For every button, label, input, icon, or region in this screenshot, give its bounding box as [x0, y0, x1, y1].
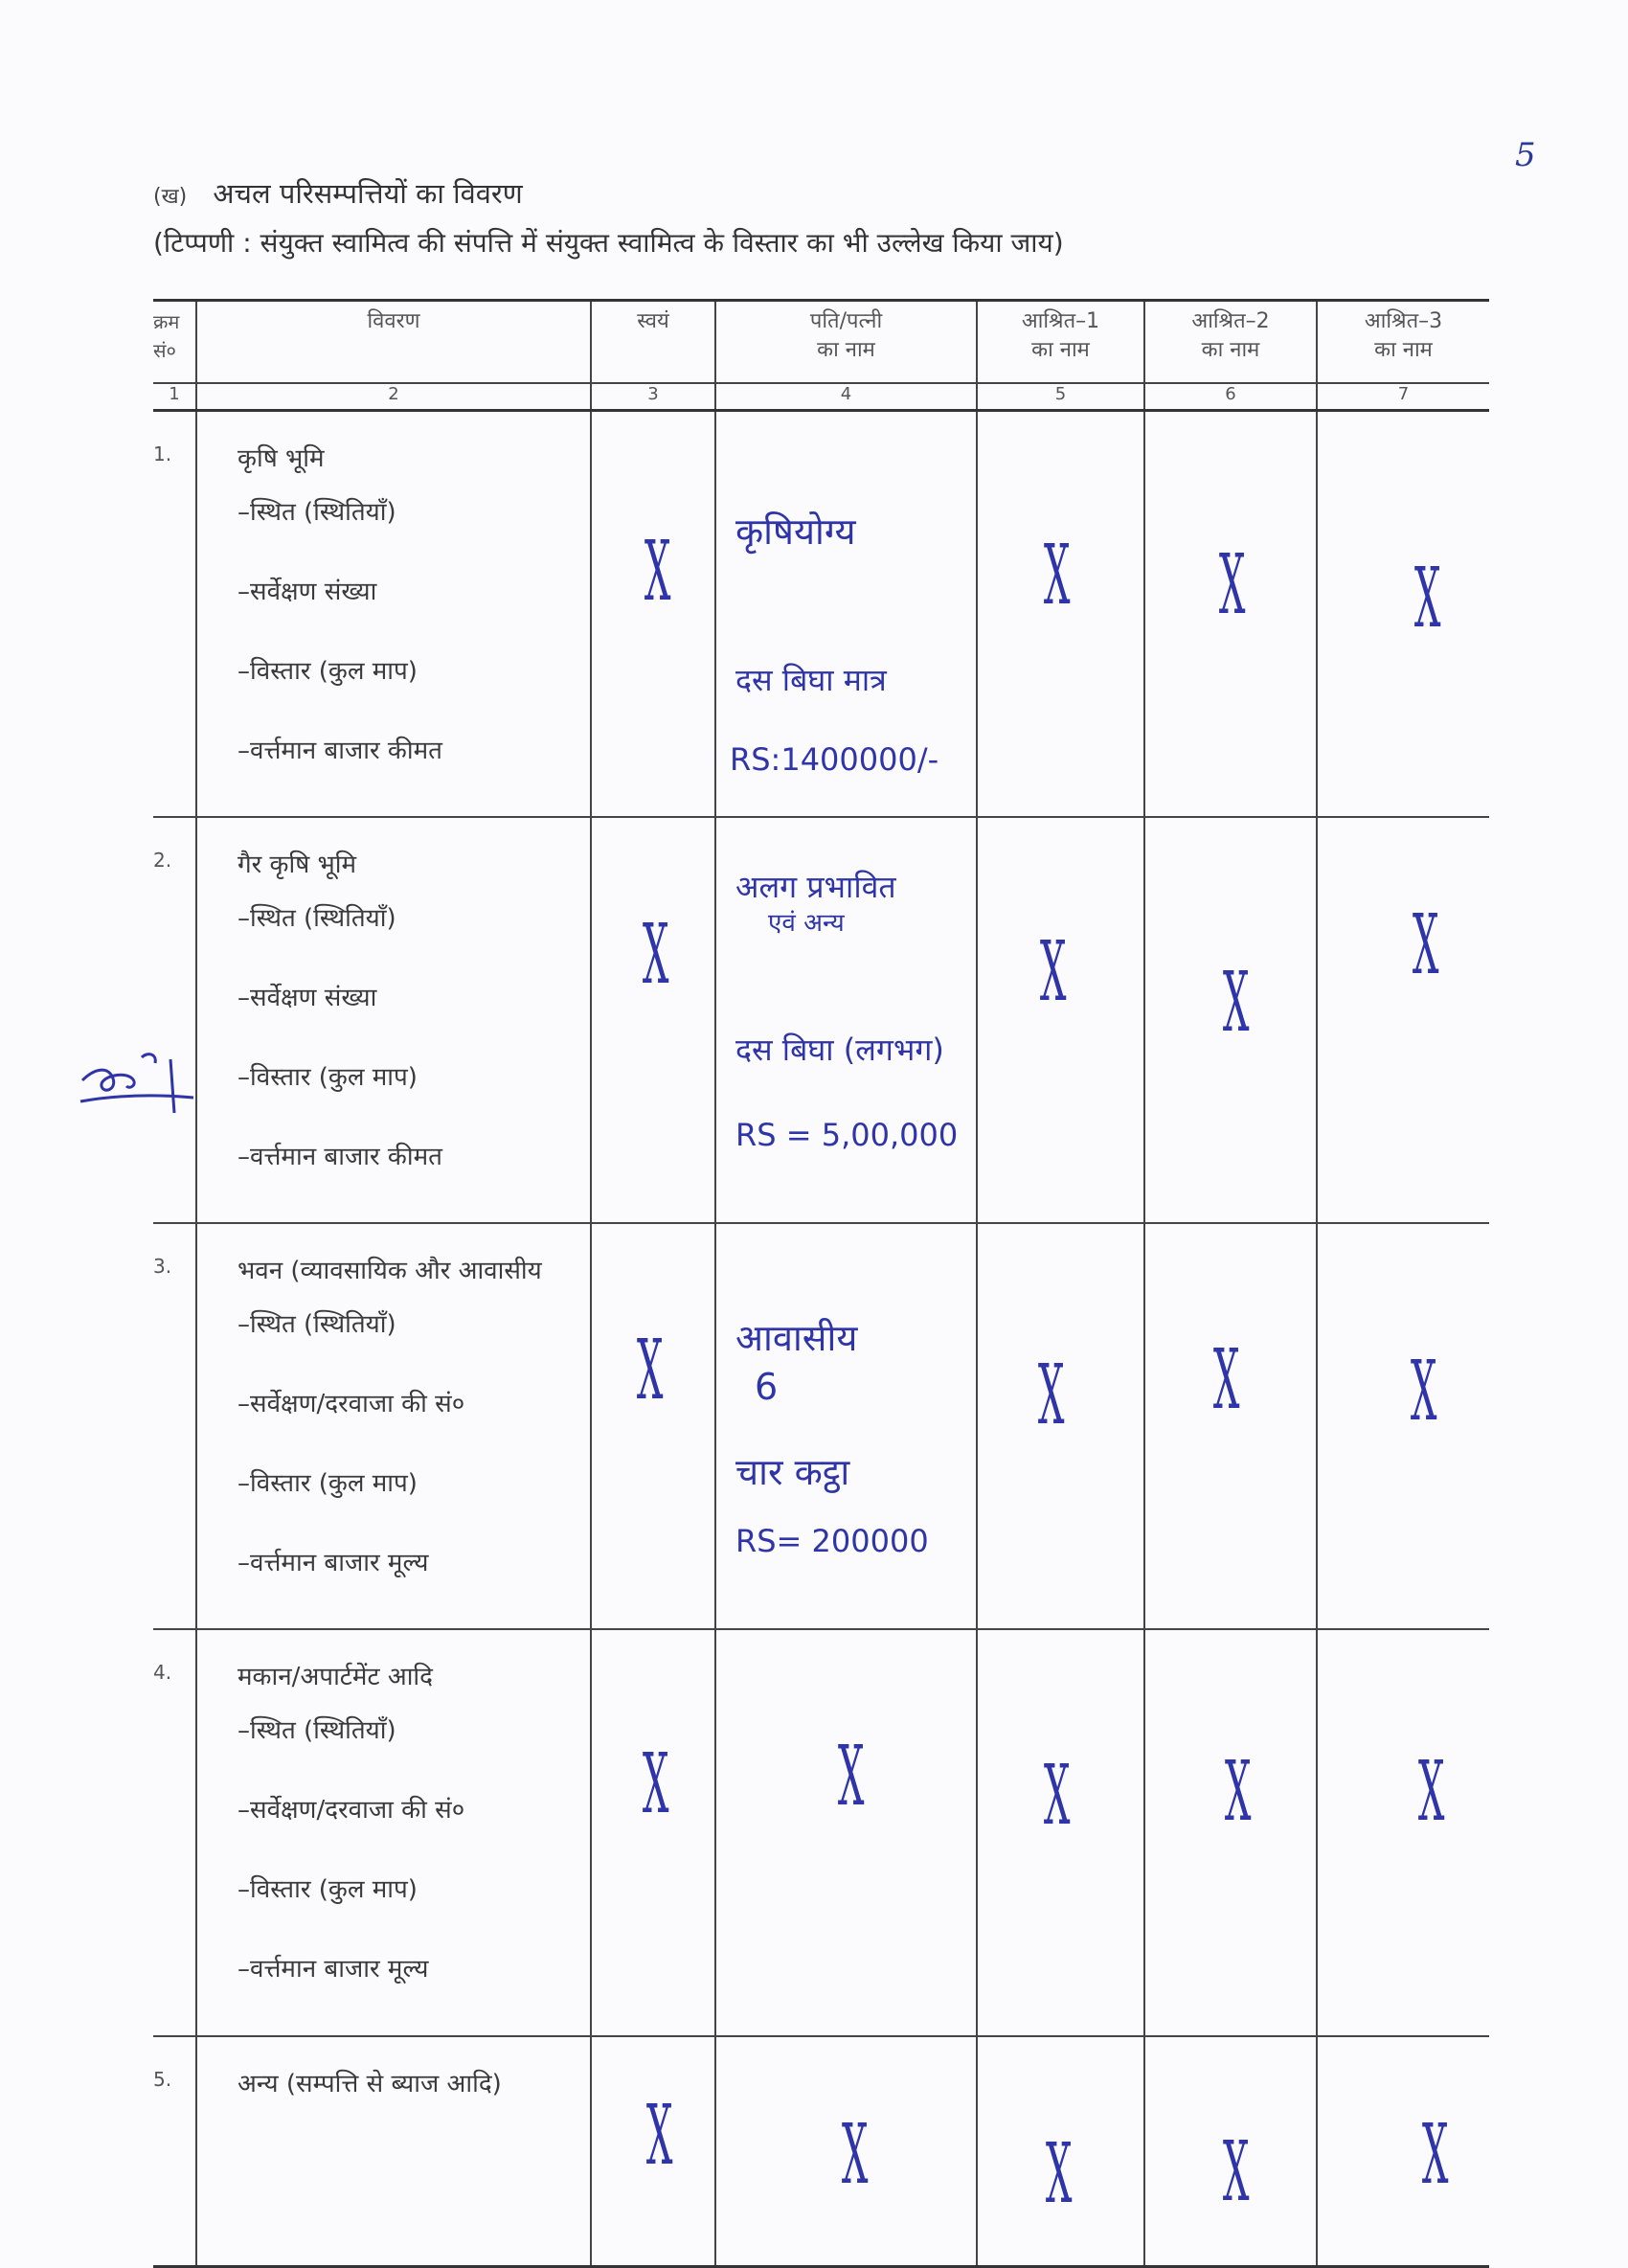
header-spouse-line2: का नाम [817, 338, 875, 362]
cross-mark: X [1412, 897, 1439, 993]
dependent-1-cell [977, 817, 1144, 1223]
cross-mark: X [642, 1736, 669, 1832]
section-marker: (ख) [153, 185, 188, 209]
cross-mark: X [1417, 1744, 1445, 1840]
cross-mark: X [1039, 924, 1067, 1020]
cross-mark: X [644, 524, 671, 620]
dependent-1-cell [977, 1223, 1144, 1629]
row-field: –सर्वेक्षण संख्या [237, 578, 377, 606]
row-description [196, 1629, 591, 2036]
row-sn: 4. [153, 1629, 196, 2036]
dependent-2-cell [1144, 411, 1317, 818]
table-row [153, 411, 1489, 818]
dependent-2-cell [1144, 1629, 1317, 2036]
header-dep3-line2: का नाम [1374, 338, 1433, 362]
row-field: –वर्त्तमान बाजार कीमत [237, 737, 442, 765]
column-number-row [153, 383, 1489, 411]
spouse-cell [715, 817, 977, 1223]
header-spouse-line1: पति/पत्नी [809, 309, 883, 333]
dependent-2-cell [1144, 2036, 1317, 2266]
row-field: –वर्त्तमान बाजार कीमत [237, 1143, 442, 1171]
cross-mark: X [1222, 2124, 1250, 2220]
dependent-2-cell [1144, 817, 1317, 1223]
header-dep1-line2: का नाम [1031, 338, 1090, 362]
dependent-3-cell [1317, 1223, 1489, 1629]
cross-mark: X [1421, 2107, 1449, 2203]
cross-mark: X [1218, 537, 1246, 633]
row-sn: 2. [153, 817, 196, 1223]
cross-mark: X [1037, 1348, 1065, 1443]
table-row [153, 1629, 1489, 2036]
self-cell [591, 1629, 715, 2036]
cross-mark: X [1045, 2126, 1073, 2222]
row-description [196, 817, 591, 1223]
spouse-cell [715, 2036, 977, 2266]
cross-mark: X [1413, 551, 1441, 646]
row-description [196, 1223, 591, 1629]
col-number: 7 [1317, 383, 1489, 411]
handwritten-value: दस बिघा (लगभग) [735, 1032, 944, 1068]
header-sn: क्रम सं० [153, 301, 196, 384]
handwritten-value: कृषियोग्य [735, 510, 856, 553]
dependent-3-cell [1317, 1629, 1489, 2036]
table-row [153, 1223, 1489, 1629]
cross-mark: X [1224, 1744, 1252, 1840]
cross-mark: X [645, 2088, 673, 2184]
table-header-row [153, 301, 1489, 384]
cross-mark: X [636, 1323, 664, 1418]
page-number: 5 [1515, 136, 1536, 174]
cross-mark: X [1410, 1344, 1437, 1440]
cross-mark: X [642, 907, 669, 1003]
header-dependent-1 [977, 301, 1144, 384]
section-title: अचल परिसम्पत्तियों का विवरण [213, 177, 523, 210]
section-note: (टिप्पणी : संयुक्त स्वामित्व की संपत्ति में संयुक्त स्वामित्व के विस्तार का भी उल्लेख किया जाय) [153, 227, 1064, 259]
col-number: 3 [591, 383, 715, 411]
row-field: –स्थित (स्थितियाँ) [237, 904, 396, 933]
dependent-3-cell [1317, 411, 1489, 818]
row-title: भवन (व्यावसायिक और आवासीय [237, 1257, 542, 1285]
handwritten-value: अलग प्रभावित [735, 869, 896, 905]
header-dependent-2 [1144, 301, 1317, 384]
row-title: मकान/अपार्टमेंट आदि [237, 1663, 433, 1691]
row-description [196, 411, 591, 818]
row-title: अन्य (सम्पत्ति से ब्याज आदि) [237, 2070, 502, 2098]
col-number: 1 [153, 383, 196, 411]
header-dep2-line2: का नाम [1201, 338, 1260, 362]
spouse-cell [715, 1629, 977, 2036]
handwritten-value: RS = 5,00,000 [735, 1117, 959, 1153]
row-title: कृषि भूमि [237, 444, 325, 473]
row-field: –स्थित (स्थितियाँ) [237, 1310, 396, 1339]
handwritten-value: आवासीय [735, 1317, 858, 1359]
section-heading [153, 174, 523, 212]
col-number: 6 [1144, 383, 1317, 411]
row-title: गैर कृषि भूमि [237, 850, 357, 879]
self-cell [591, 2036, 715, 2266]
spouse-cell [715, 1223, 977, 1629]
row-field: –सर्वेक्षण/दरवाजा की सं० [237, 1390, 465, 1418]
cross-mark: X [1222, 955, 1250, 1051]
dependent-3-cell [1317, 2036, 1489, 2266]
handwritten-value: चार कट्ठा [735, 1451, 850, 1493]
header-description: विवरण [196, 301, 591, 384]
header-dep3-line1: आश्रित–3 [1364, 309, 1443, 333]
row-field: –विस्तार (कुल माप) [237, 657, 418, 686]
row-field: –सर्वेक्षण संख्या [237, 984, 377, 1012]
cross-mark: X [841, 2107, 869, 2203]
row-field: –स्थित (स्थितियाँ) [237, 1716, 396, 1745]
row-field: –विस्तार (कुल माप) [237, 1875, 418, 1904]
header-dep2-line1: आश्रित–2 [1191, 309, 1270, 333]
self-cell [591, 1223, 715, 1629]
row-field: –विस्तार (कुल माप) [237, 1063, 418, 1092]
row-field: –स्थित (स्थितियाँ) [237, 498, 396, 527]
dependent-3-cell [1317, 817, 1489, 1223]
dependent-1-cell [977, 411, 1144, 818]
dependent-1-cell [977, 1629, 1144, 2036]
col-number: 4 [715, 383, 977, 411]
cross-mark: X [1043, 528, 1071, 624]
immovable-assets-table [153, 299, 1489, 2268]
row-field: –विस्तार (कुल माप) [237, 1469, 418, 1498]
cross-mark: X [1043, 1748, 1071, 1844]
handwritten-value: RS= 200000 [735, 1523, 929, 1559]
row-sn: 5. [153, 2036, 196, 2266]
header-dep1-line1: आश्रित–1 [1021, 309, 1100, 333]
dependent-2-cell [1144, 1223, 1317, 1629]
row-field: –वर्त्तमान बाजार मूल्य [237, 1549, 429, 1577]
handwritten-value: RS:1400000/- [730, 741, 939, 778]
col-number: 2 [196, 383, 591, 411]
handwritten-value: दस बिघा मात्र [735, 662, 887, 698]
header-spouse [715, 301, 977, 384]
row-field: –सर्वेक्षण/दरवाजा की सं० [237, 1796, 465, 1825]
dependent-1-cell [977, 2036, 1144, 2266]
handwritten-value: 6 [755, 1366, 779, 1408]
row-sn: 3. [153, 1223, 196, 1629]
header-dependent-3 [1317, 301, 1489, 384]
header-self: स्वयं [591, 301, 715, 384]
row-field: –वर्त्तमान बाजार मूल्य [237, 1955, 429, 1984]
row-description [196, 2036, 591, 2266]
cross-mark: X [837, 1729, 865, 1825]
col-number: 5 [977, 383, 1144, 411]
handwritten-value: एवं अन्य [768, 909, 845, 938]
self-cell [591, 817, 715, 1223]
table-row [153, 817, 1489, 1223]
cross-mark: X [1212, 1332, 1240, 1428]
table-row [153, 2036, 1489, 2266]
self-cell [591, 411, 715, 818]
row-sn: 1. [153, 411, 196, 818]
spouse-cell [715, 411, 977, 818]
